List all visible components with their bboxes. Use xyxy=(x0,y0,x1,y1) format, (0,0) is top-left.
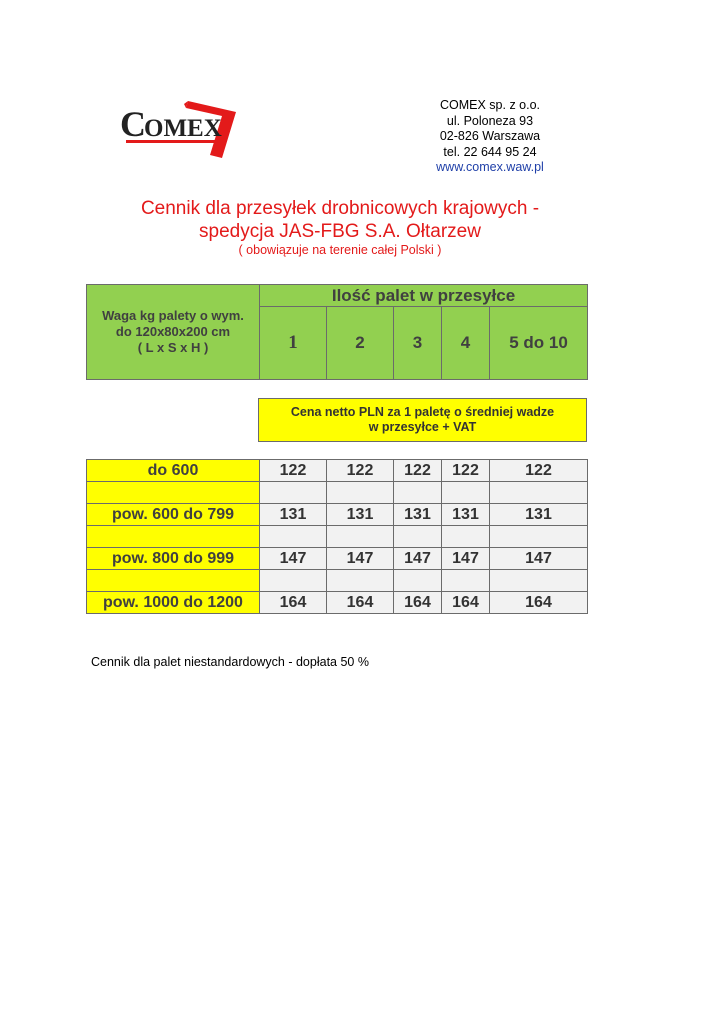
price-cell: 122 xyxy=(260,460,327,482)
price-cell: 131 xyxy=(442,504,490,526)
company-website-link[interactable]: www.comex.waw.pl xyxy=(436,160,544,175)
quantity-1: 1 xyxy=(260,307,327,380)
price-cell: 164 xyxy=(394,592,442,614)
company-address xyxy=(400,98,580,176)
price-cell: 147 xyxy=(260,548,327,570)
spacer-row xyxy=(87,570,588,592)
price-cell: 131 xyxy=(327,504,394,526)
quantity-5-10: 5 do 10 xyxy=(490,307,588,380)
price-note xyxy=(259,399,587,442)
price-cell: 147 xyxy=(394,548,442,570)
company-name: COMEX sp. z o.o. xyxy=(439,98,541,112)
price-note-table xyxy=(258,398,587,442)
table-row xyxy=(87,504,588,526)
company-phone: tel. 22 644 95 24 xyxy=(443,144,537,159)
price-table xyxy=(86,459,588,614)
company-street: ul. Poloneza 93 xyxy=(446,113,534,128)
price-cell: 122 xyxy=(394,460,442,482)
price-cell: 147 xyxy=(490,548,588,570)
price-note-line-2: w przesyłce + VAT xyxy=(368,420,477,434)
weight-label-cell xyxy=(87,285,260,380)
price-cell: 131 xyxy=(394,504,442,526)
price-cell: 164 xyxy=(442,592,490,614)
logo-letters: OMEX xyxy=(144,115,222,142)
company-city: 02-826 Warszawa xyxy=(439,129,541,144)
price-cell: 164 xyxy=(327,592,394,614)
footer-note: Cennik dla palet niestandardowych - dopłata 50 % xyxy=(91,655,369,669)
page-title-line-1: Cennik dla przesyłek drobnicowych krajowych - xyxy=(140,198,540,219)
spacer-row xyxy=(87,482,588,504)
spacer-row xyxy=(87,526,588,548)
comex-logo xyxy=(118,98,240,162)
quantity-3: 3 xyxy=(394,307,442,380)
price-cell: 122 xyxy=(442,460,490,482)
price-cell: 131 xyxy=(490,504,588,526)
price-note-line-1: Cena netto PLN za 1 paletę o średniej wadze xyxy=(290,405,555,419)
price-cell: 164 xyxy=(260,592,327,614)
price-cell: 122 xyxy=(490,460,588,482)
quantity-label: Ilość palet w przesyłce xyxy=(260,285,588,307)
page-subtitle: ( obowiązuje na terenie całej Polski ) xyxy=(238,243,442,257)
table-row xyxy=(87,592,588,614)
price-cell: 122 xyxy=(327,460,394,482)
weight-label-2: do 120x80x200 cm xyxy=(115,324,231,339)
weight-label-1: Waga kg palety o wym. xyxy=(102,308,244,323)
price-cell: 147 xyxy=(442,548,490,570)
weight-category: do 600 xyxy=(87,460,260,482)
table-row xyxy=(87,460,588,482)
quantity-2: 2 xyxy=(327,307,394,380)
price-cell: 164 xyxy=(490,592,588,614)
weight-label-3: ( L x S x H ) xyxy=(137,340,209,355)
table-row xyxy=(87,548,588,570)
header-table xyxy=(86,284,588,380)
weight-category: pow. 600 do 799 xyxy=(87,504,260,526)
weight-category: pow. 800 do 999 xyxy=(87,548,260,570)
logo-letter-c: C xyxy=(120,104,146,144)
page-title-line-2: spedycja JAS-FBG S.A. Ołtarzew xyxy=(199,221,481,242)
quantity-4: 4 xyxy=(442,307,490,380)
price-cell: 147 xyxy=(327,548,394,570)
price-cell: 131 xyxy=(260,504,327,526)
weight-category: pow. 1000 do 1200 xyxy=(87,592,260,614)
